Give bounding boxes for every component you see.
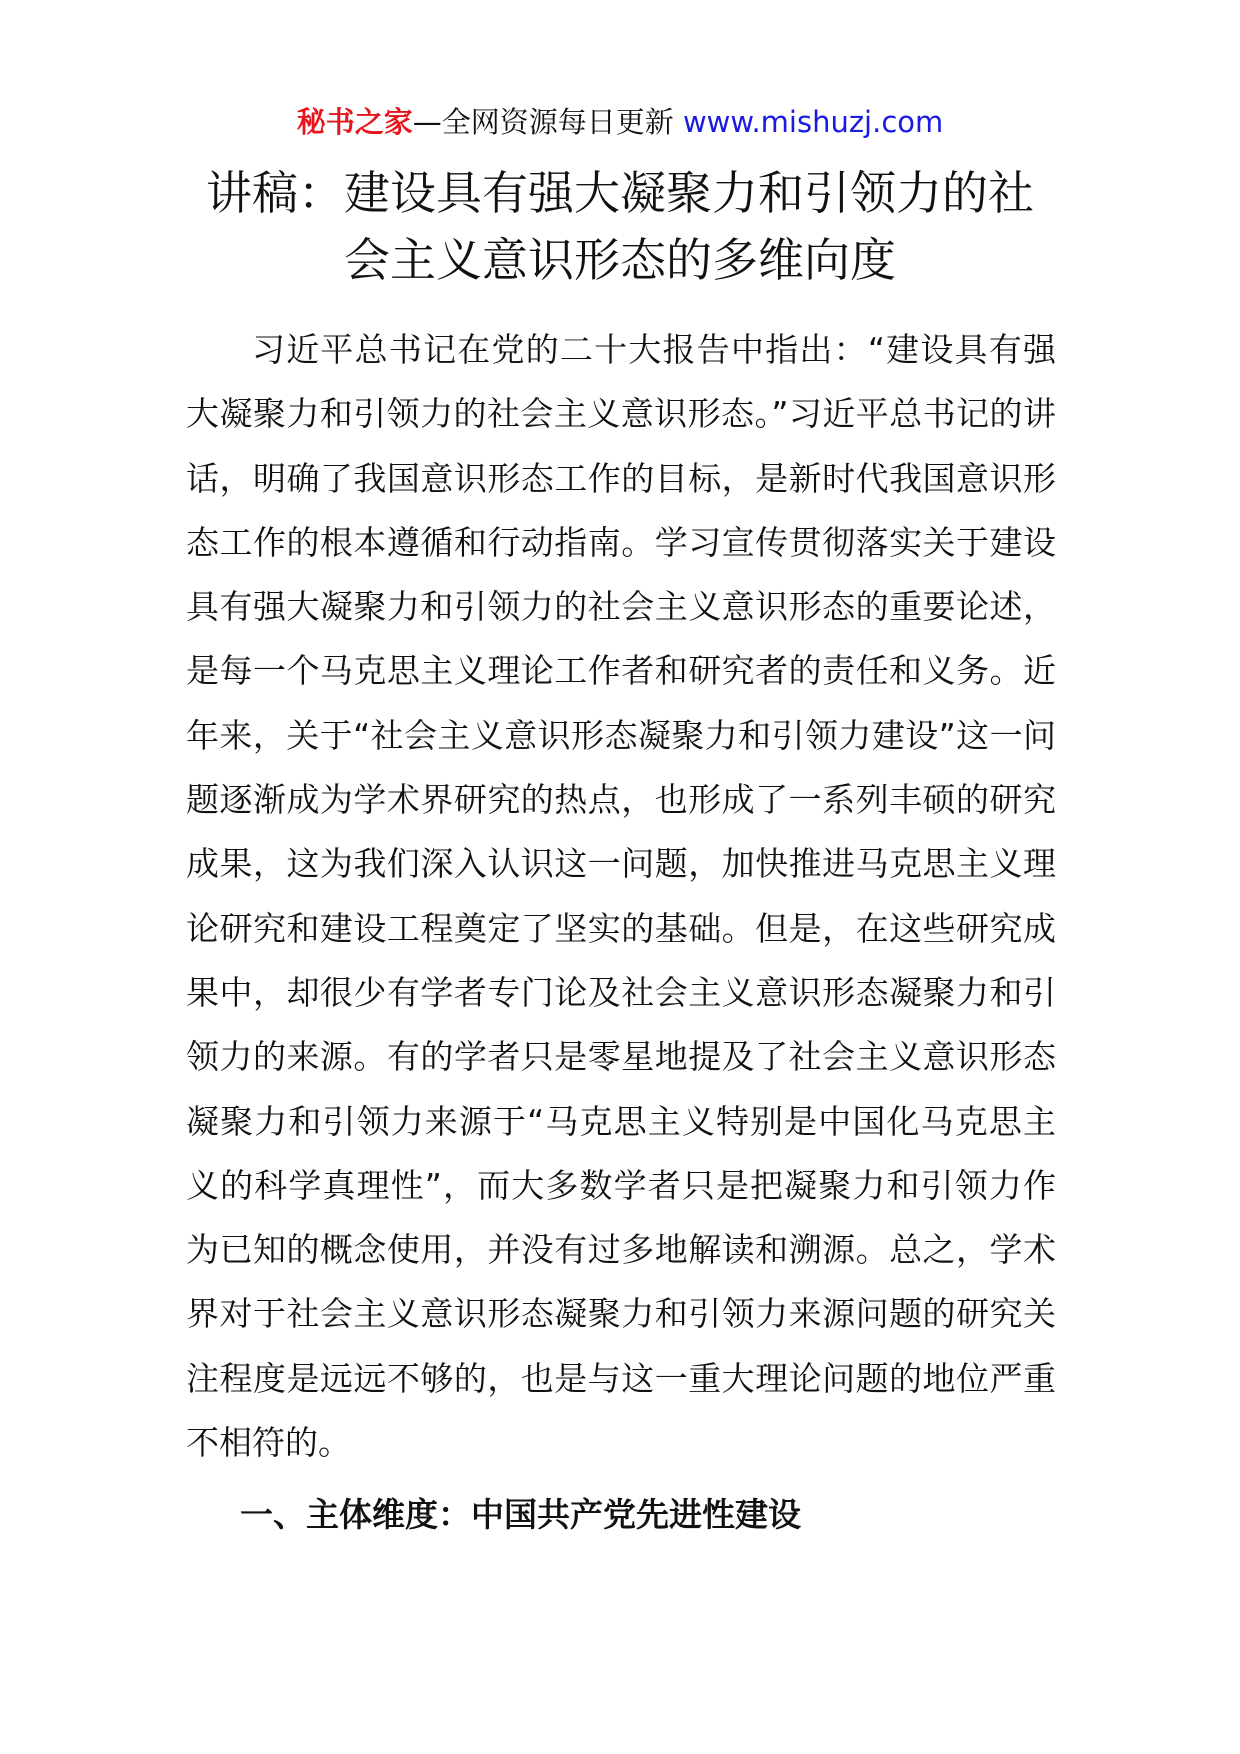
body-paragraph: 习近平总书记在党的二十大报告中指出：“建设具有强大凝聚力和引领力的社会主义意识形态。”习近平总书记的讲话，明确了我国意识形态工作的目标，是新时代我国意识形态工作的根本遵循和行动指南。学习宣传贯彻落实关于建设具有强大凝聚力和引领力的社会主义意识形态的重要论述，是每一个马克思主义理论工作者和研究者的责任和义务。近年来，关于“社会主义意识形态凝聚力和引领力建设”这一问题逐渐成为学术界研究的热点，也形成了一系列丰硕的研究成果，这为我们深入认识这一问题，加快推进马克思主义理论研究和建设工程奠定了坚实的基础。但是，在这些研究成果中，却很少有学者专门论及社会主义意识形态凝聚力和引领力的来源。有的学者只是零星地提及了社会主义意识形态凝聚力和引领力来源于“马克思主义特别是中国化马克思主义的科学真理性”，而大多数学者只是把凝聚力和引领力作为已知的概念使用，并没有过多地解读和溯源。总之，学术界对于社会主义意识形态凝聚力和引领力来源问题的研究关注程度是远远不够的，也是与这一重大理论问题的地位严重不相符的。 — [186, 330, 1056, 1463]
title-line-1: 讲稿：建设具有强大凝聚力和引领力的社 — [206, 166, 1034, 220]
site-brand: 秘书之家 — [296, 105, 413, 139]
site-url-link[interactable]: www.mishuzj.com — [682, 105, 944, 139]
site-tagline: —全网资源每日更新 — [412, 105, 674, 139]
site-header — [0, 102, 1240, 142]
section-heading: 一、主体维度：中国共产党先进性建设 — [240, 1495, 801, 1534]
title-line-2: 会主义意识形态的多维向度 — [344, 233, 896, 287]
document-title — [150, 160, 1090, 294]
